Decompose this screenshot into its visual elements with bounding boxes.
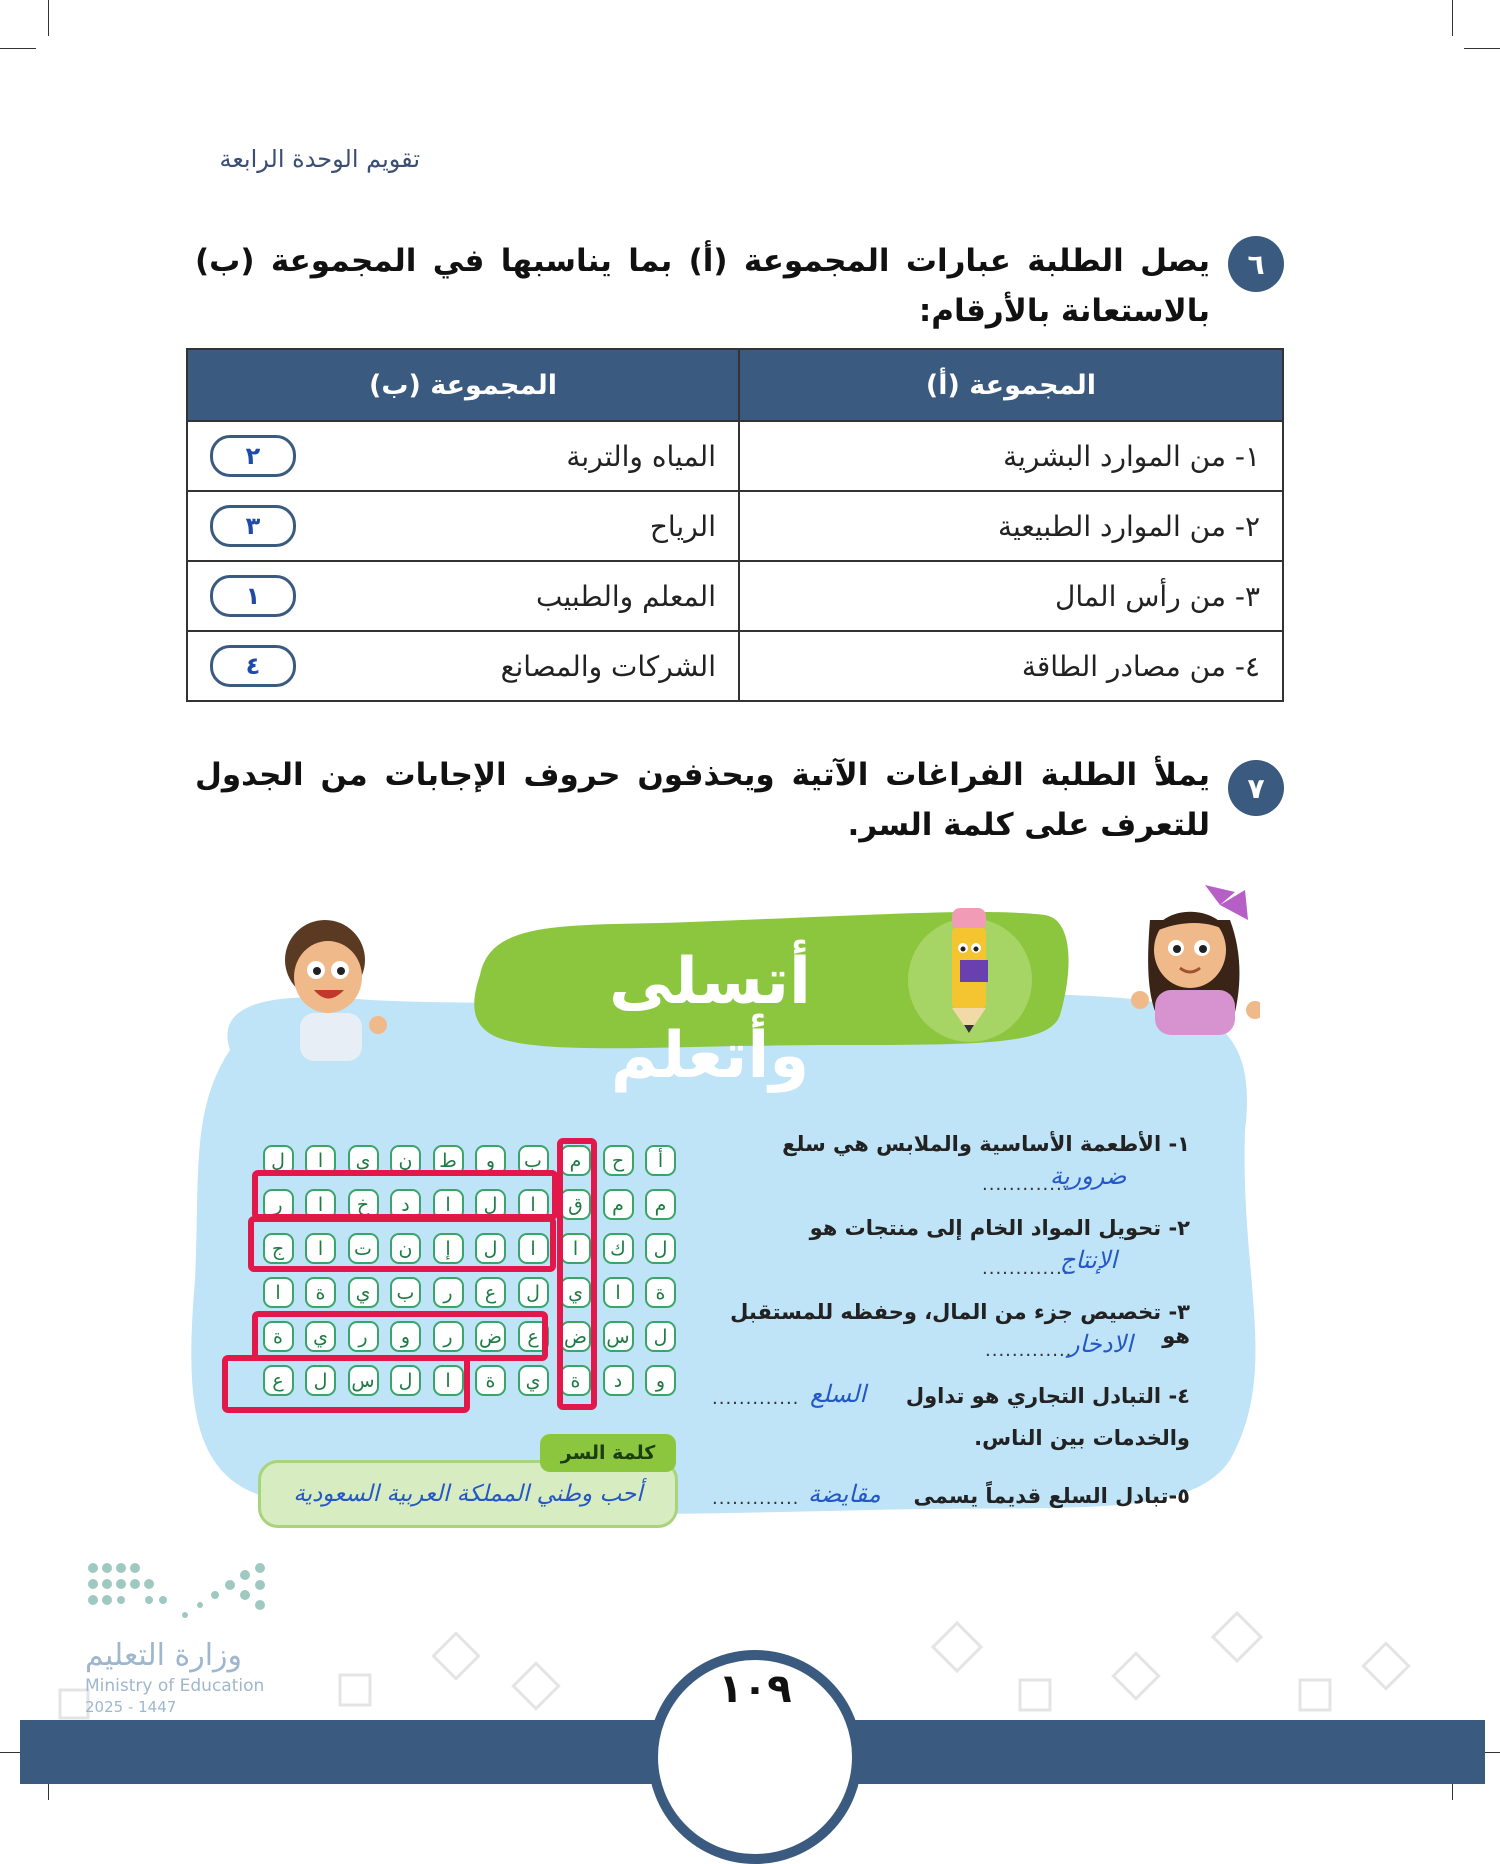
grid-letter[interactable]: ع: [263, 1365, 294, 1396]
table-header-b: المجموعة (ب): [187, 349, 739, 421]
grid-letter[interactable]: ق: [560, 1189, 591, 1220]
crop-mark: [1452, 0, 1453, 36]
table-row: [187, 491, 1283, 561]
grid-letter[interactable]: و: [390, 1321, 421, 1352]
grid-letter[interactable]: ج: [263, 1233, 294, 1264]
grid-letter[interactable]: أ: [645, 1145, 676, 1176]
exercise-1-dots: .............: [982, 1174, 1070, 1195]
grid-letter[interactable]: ة: [560, 1365, 591, 1396]
grid-letter[interactable]: م: [603, 1189, 634, 1220]
group-b-item: الرياح: [649, 509, 716, 543]
exercise-4-text: ٤- التبادل التجاري هو تداول: [905, 1384, 1190, 1408]
grid-letter[interactable]: ل: [518, 1277, 549, 1308]
grid-letter[interactable]: ب: [518, 1145, 549, 1176]
grid-letter[interactable]: ن: [390, 1233, 421, 1264]
grid-letter[interactable]: ا: [305, 1189, 336, 1220]
group-b-cell: [187, 631, 739, 701]
girl-character-icon: [1110, 880, 1260, 1050]
group-a-item: ٢- من الموارد الطبيعية: [739, 491, 1283, 561]
question-6-number: ٦: [1228, 236, 1284, 292]
grid-letter[interactable]: ي: [560, 1277, 591, 1308]
boy-character-icon: [270, 915, 400, 1065]
exercise-2-text: ٢- تحويل المواد الخام إلى منتجات هو: [809, 1216, 1190, 1240]
grid-letter[interactable]: ل: [390, 1365, 421, 1396]
grid-letter[interactable]: ا: [603, 1277, 634, 1308]
grid-letter[interactable]: ا: [305, 1145, 336, 1176]
answer-highlight-column: [557, 1138, 597, 1410]
grid-letter[interactable]: ي: [348, 1277, 379, 1308]
exercise-3-dots: .............: [985, 1340, 1073, 1361]
grid-letter[interactable]: ا: [518, 1189, 549, 1220]
grid-letter[interactable]: ل: [475, 1233, 506, 1264]
grid-letter[interactable]: م: [560, 1145, 591, 1176]
group-b-item: المعلم والطبيب: [535, 579, 716, 613]
crop-mark: [48, 0, 49, 36]
grid-letter[interactable]: ا: [263, 1277, 294, 1308]
exercise-5-dots: .............: [712, 1488, 800, 1509]
grid-letter[interactable]: ر: [433, 1321, 464, 1352]
exercise-1-text: ١- الأطعمة الأساسية والملابس هي سلع: [782, 1132, 1190, 1156]
page-header-title: تقويم الوحدة الرابعة: [219, 145, 420, 173]
grid-letter[interactable]: ا: [433, 1189, 464, 1220]
group-b-item: الشركات والمصانع: [500, 649, 716, 683]
table-row: [187, 421, 1283, 491]
group-b-cell: [187, 421, 739, 491]
grid-letter[interactable]: ا: [560, 1233, 591, 1264]
group-a-item: ١- من الموارد البشرية: [739, 421, 1283, 491]
ministry-name-english: Ministry of Education: [85, 1676, 265, 1696]
question-6-text: يصل الطلبة عبارات المجموعة (أ) بما يناسبها في المجموعة (ب) بالاستعانة بالأرقام:: [195, 243, 1210, 329]
grid-letter[interactable]: ك: [603, 1233, 634, 1264]
exercise-2-dots: .............: [982, 1258, 1070, 1279]
grid-letter[interactable]: ر: [263, 1189, 294, 1220]
answer-highlight-intaj: [248, 1216, 556, 1272]
grid-letter[interactable]: ي: [348, 1145, 379, 1176]
grid-letter[interactable]: ل: [305, 1365, 336, 1396]
group-b-item: المياه والتربة: [566, 439, 716, 473]
grid-letter[interactable]: ر: [433, 1277, 464, 1308]
grid-letter[interactable]: ض: [560, 1321, 591, 1352]
answer-number-pill[interactable]: ٢: [210, 435, 296, 477]
grid-letter[interactable]: ح: [603, 1145, 634, 1176]
grid-letter[interactable]: ل: [645, 1321, 676, 1352]
grid-letter[interactable]: ا: [433, 1365, 464, 1396]
table-row: [187, 631, 1283, 701]
grid-letter[interactable]: ل: [263, 1145, 294, 1176]
grid-letter[interactable]: ة: [475, 1365, 506, 1396]
answer-number-pill[interactable]: ٣: [210, 505, 296, 547]
answer-highlight-iddikhar: [252, 1170, 558, 1220]
secret-word-label: كلمة السر: [540, 1434, 676, 1472]
grid-letter[interactable]: ت: [348, 1233, 379, 1264]
crop-mark: [1464, 48, 1500, 49]
grid-letter[interactable]: ض: [475, 1321, 506, 1352]
exercise-5-text: ٥-تبادل السلع قديماً يسمى: [913, 1484, 1190, 1508]
exercise-2-answer[interactable]: الإنتاج: [1060, 1246, 1118, 1274]
grid-letter[interactable]: ة: [305, 1277, 336, 1308]
exercise-4-text-continued: والخدمات بين الناس.: [974, 1426, 1190, 1450]
grid-letter[interactable]: و: [645, 1365, 676, 1396]
exercise-3-text: ٣- تخصيص جزء من المال، وحفظه للمستقبل هو: [730, 1300, 1190, 1348]
crop-mark: [0, 48, 36, 49]
grid-letter[interactable]: س: [603, 1321, 634, 1352]
grid-letter[interactable]: إ: [433, 1233, 464, 1264]
grid-letter[interactable]: د: [603, 1365, 634, 1396]
grid-letter[interactable]: س: [348, 1365, 379, 1396]
ministry-year: 2025 - 1447: [85, 1698, 177, 1716]
grid-letter[interactable]: ا: [518, 1233, 549, 1264]
group-a-item: ٣- من رأس المال: [739, 561, 1283, 631]
exercise-1-answer[interactable]: ضرورية: [1050, 1162, 1127, 1190]
grid-letter[interactable]: ل: [475, 1189, 506, 1220]
ministry-name-arabic: وزارة التعليم: [85, 1638, 243, 1673]
grid-letter[interactable]: ل: [645, 1233, 676, 1264]
grid-letter[interactable]: ي: [305, 1321, 336, 1352]
matching-table: [186, 348, 1284, 702]
grid-letter[interactable]: ب: [390, 1277, 421, 1308]
grid-letter[interactable]: ع: [475, 1277, 506, 1308]
ministry-logo-icon: [85, 1560, 275, 1630]
grid-letter[interactable]: خ: [348, 1189, 379, 1220]
grid-letter[interactable]: ع: [518, 1321, 549, 1352]
grid-letter[interactable]: ن: [390, 1145, 421, 1176]
page-number: ١٠٩: [718, 1666, 792, 1712]
group-b-cell: [187, 491, 739, 561]
pencil-mascot-icon: [930, 898, 1010, 1038]
answer-number-pill[interactable]: ١: [210, 575, 296, 617]
grid-letter[interactable]: ط: [433, 1145, 464, 1176]
grid-letter[interactable]: ا: [305, 1233, 336, 1264]
grid-letter[interactable]: و: [475, 1145, 506, 1176]
question-7-text: يملأ الطلبة الفراغات الآتية ويحذفون حروف الإجابات من الجدول للتعرف على كلمة السر.: [195, 757, 1210, 843]
answer-highlight-daruriya: [252, 1311, 548, 1361]
question-7-number: ٧: [1228, 760, 1284, 816]
grid-letter[interactable]: ة: [645, 1277, 676, 1308]
answer-number-pill[interactable]: ٤: [210, 645, 296, 687]
exercise-5-answer[interactable]: مقايضة: [808, 1480, 881, 1508]
group-a-item: ٤- من مصادر الطاقة: [739, 631, 1283, 701]
exercise-3-answer[interactable]: الادخار: [1068, 1330, 1133, 1358]
table-row: [187, 561, 1283, 631]
group-b-cell: [187, 561, 739, 631]
grid-letter[interactable]: ر: [348, 1321, 379, 1352]
answer-highlight-silaa: [222, 1355, 470, 1413]
secret-word-answer[interactable]: أحب وطني المملكة العربية السعودية: [293, 1481, 643, 1507]
grid-letter[interactable]: د: [390, 1189, 421, 1220]
exercise-4-dots: .............: [712, 1388, 800, 1409]
grid-letter[interactable]: ة: [263, 1321, 294, 1352]
exercise-4-answer[interactable]: السلع: [810, 1380, 867, 1408]
grid-letter[interactable]: م: [645, 1189, 676, 1220]
table-header-a: المجموعة (أ): [739, 349, 1283, 421]
grid-letter[interactable]: ي: [518, 1365, 549, 1396]
banner-title: أتسلى وأتعلم: [609, 945, 811, 1093]
